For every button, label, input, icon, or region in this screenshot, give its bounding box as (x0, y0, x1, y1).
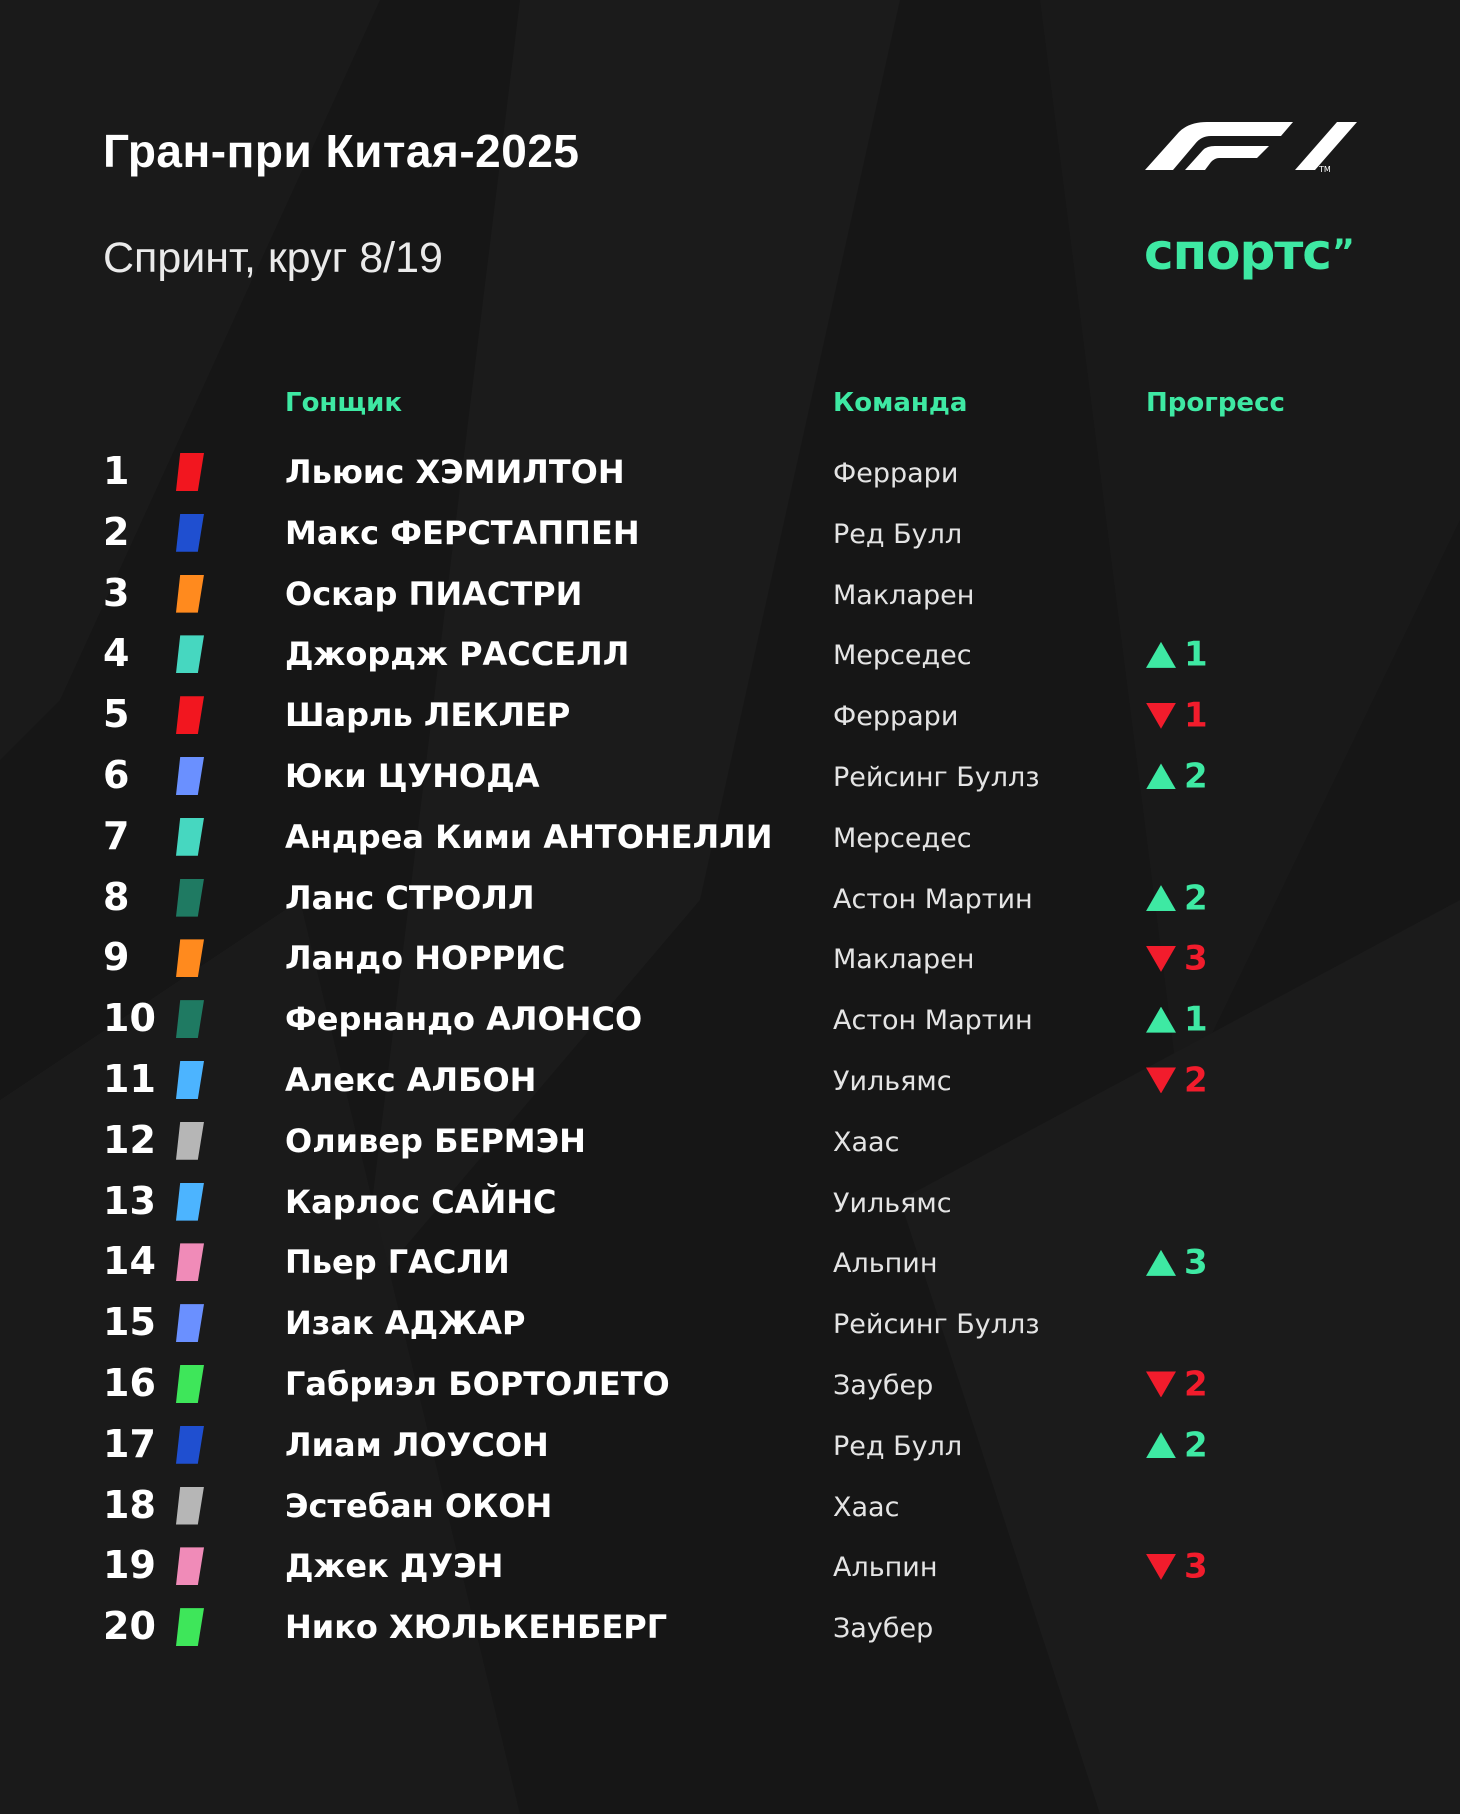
table-row (0, 441, 1460, 502)
progress-arrow-icon (1146, 1007, 1176, 1033)
progress-indicator (1146, 1059, 1208, 1099)
team-color-swatch (176, 1487, 204, 1525)
table-row (0, 1292, 1460, 1353)
driver-name: Джордж РАССЕЛЛ (285, 635, 630, 674)
progress-value: 2 (1184, 1425, 1208, 1466)
position-number: 1 (103, 449, 130, 493)
progress-arrow-icon (1146, 1250, 1176, 1276)
position-number: 4 (103, 631, 130, 676)
position-number: 8 (103, 874, 130, 919)
position-number: 11 (103, 1056, 156, 1101)
table-row (0, 1353, 1460, 1414)
team-name: Мерседес (833, 640, 972, 672)
progress-value: 2 (1184, 1364, 1208, 1405)
team-color-swatch (176, 1061, 204, 1099)
table-row (0, 684, 1460, 745)
f1-logo-icon (1145, 114, 1359, 174)
page-subtitle: Спринт, круг 8/19 (103, 234, 443, 282)
table-row (0, 927, 1460, 988)
driver-name: Карлос САЙНС (285, 1182, 557, 1221)
progress-indicator (1146, 694, 1208, 734)
progress-indicator (1146, 1241, 1208, 1281)
position-number: 5 (103, 692, 130, 737)
team-name: Хаас (833, 1491, 900, 1523)
team-name: Мерседес (833, 822, 972, 854)
driver-name: Ландо НОРРИС (285, 939, 566, 978)
team-name: Альпин (833, 1248, 938, 1280)
driver-name: Шарль ЛЕКЛЕР (285, 696, 571, 735)
progress-indicator (1146, 877, 1208, 917)
team-color-swatch (176, 1122, 204, 1160)
team-color-swatch (176, 696, 204, 734)
progress-indicator (1146, 1545, 1208, 1585)
brand-mark-icon: ’’ (1332, 232, 1351, 272)
table-row (0, 867, 1460, 928)
team-name: Рейсинг Буллз (833, 761, 1040, 793)
team-name: Макларен (833, 579, 975, 611)
brand-wordmark: спортс (1144, 223, 1331, 281)
column-header-driver: Гонщик (285, 388, 402, 418)
team-name: Макларен (833, 944, 975, 976)
team-name: Астон Мартин (833, 1005, 1033, 1037)
progress-value: 1 (1184, 695, 1208, 736)
team-name: Уильямс (833, 1065, 952, 1097)
team-name: Заубер (833, 1369, 934, 1401)
position-number: 9 (103, 935, 130, 980)
column-header-progress: Прогресс (1146, 388, 1285, 418)
team-color-swatch (176, 1365, 204, 1403)
driver-name: Изак АДЖАР (285, 1304, 526, 1343)
page-title: Гран-при Китая-2025 (103, 125, 580, 177)
team-name: Астон Мартин (833, 883, 1033, 915)
team-color-swatch (176, 453, 204, 491)
position-number: 3 (103, 570, 130, 615)
driver-name: Эстебан ОКОН (285, 1486, 553, 1525)
driver-name: Льюис ХЭМИЛТОН (285, 453, 625, 491)
table-row (0, 563, 1460, 624)
table-row (0, 623, 1460, 684)
driver-name: Габриэл БОРТОЛЕТО (285, 1364, 670, 1403)
team-name: Уильямс (833, 1187, 952, 1219)
team-name: Феррари (833, 701, 959, 733)
team-name: Рейсинг Буллз (833, 1309, 1040, 1341)
driver-name: Оливер БЕРМЭН (285, 1121, 586, 1160)
progress-value: 1 (1184, 634, 1208, 675)
progress-arrow-icon (1146, 703, 1176, 729)
sports-ru-logo (1144, 222, 1351, 282)
table-row (0, 745, 1460, 806)
table-row (0, 1049, 1460, 1110)
progress-arrow-icon (1146, 763, 1176, 789)
driver-name: Макс ФЕРСТАППЕН (285, 513, 640, 552)
driver-name: Ланс СТРОЛЛ (285, 878, 535, 917)
team-name: Ред Булл (833, 518, 963, 550)
position-number: 12 (103, 1117, 156, 1162)
position-number: 7 (103, 813, 130, 858)
table-row (0, 502, 1460, 563)
table-row (0, 1535, 1460, 1596)
progress-value: 3 (1184, 938, 1208, 979)
progress-arrow-icon (1146, 642, 1176, 668)
results-table (0, 441, 1460, 1657)
table-row (0, 1414, 1460, 1475)
position-number: 13 (103, 1178, 156, 1223)
driver-name: Фернандо АЛОНСО (285, 1000, 643, 1039)
team-color-swatch (176, 757, 204, 795)
position-number: 18 (103, 1482, 156, 1527)
progress-value: 2 (1184, 878, 1208, 919)
position-number: 6 (103, 752, 130, 797)
progress-indicator (1146, 755, 1208, 795)
progress-arrow-icon (1146, 1067, 1176, 1093)
table-row (0, 1475, 1460, 1536)
team-color-swatch (176, 1547, 204, 1585)
position-number: 20 (103, 1604, 156, 1649)
team-color-swatch (176, 514, 204, 552)
driver-name: Оскар ПИАСТРИ (285, 574, 583, 613)
team-name: Альпин (833, 1552, 938, 1584)
team-name: Феррари (833, 458, 959, 489)
driver-name: Пьер ГАСЛИ (285, 1243, 510, 1282)
progress-indicator (1146, 998, 1208, 1038)
table-row (0, 1596, 1460, 1657)
progress-value: 3 (1184, 1546, 1208, 1587)
table-row (0, 1110, 1460, 1171)
team-color-swatch (176, 575, 204, 613)
svg-text:TM: TM (1319, 165, 1331, 174)
progress-value: 3 (1184, 1242, 1208, 1283)
position-number: 10 (103, 996, 156, 1041)
position-number: 15 (103, 1300, 156, 1345)
team-color-swatch (176, 818, 204, 856)
table-row (0, 1171, 1460, 1232)
driver-name: Алекс АЛБОН (285, 1060, 537, 1099)
table-row (0, 806, 1460, 867)
team-color-swatch (176, 1183, 204, 1221)
driver-name: Нико ХЮЛЬКЕНБЕРГ (285, 1608, 668, 1647)
driver-name: Джек ДУЭН (285, 1547, 504, 1586)
team-color-swatch (176, 939, 204, 977)
position-number: 17 (103, 1421, 156, 1466)
team-color-swatch (176, 1000, 204, 1038)
progress-arrow-icon (1146, 1371, 1176, 1397)
team-color-swatch (176, 879, 204, 917)
driver-name: Андреа Кими АНТОНЕЛЛИ (285, 817, 773, 856)
progress-value: 2 (1184, 756, 1208, 797)
team-name: Ред Булл (833, 1430, 963, 1462)
team-color-swatch (176, 1608, 204, 1646)
progress-value: 1 (1184, 999, 1208, 1040)
progress-value: 2 (1184, 1060, 1208, 1101)
table-row (0, 1231, 1460, 1292)
table-row (0, 988, 1460, 1049)
progress-indicator (1146, 633, 1208, 673)
team-name: Заубер (833, 1613, 934, 1645)
position-number: 14 (103, 1239, 156, 1284)
progress-arrow-icon (1146, 946, 1176, 972)
driver-name: Юки ЦУНОДА (285, 756, 540, 795)
position-number: 19 (103, 1543, 156, 1588)
team-color-swatch (176, 635, 204, 673)
column-header-team: Команда (833, 388, 968, 418)
team-color-swatch (176, 1243, 204, 1281)
progress-arrow-icon (1146, 1554, 1176, 1580)
progress-indicator (1146, 1424, 1208, 1464)
progress-indicator (1146, 937, 1208, 977)
progress-arrow-icon (1146, 885, 1176, 911)
position-number: 16 (103, 1360, 156, 1405)
position-number: 2 (103, 509, 130, 554)
team-color-swatch (176, 1426, 204, 1464)
team-color-swatch (176, 1304, 204, 1342)
team-name: Хаас (833, 1126, 900, 1158)
progress-indicator (1146, 1363, 1208, 1403)
progress-arrow-icon (1146, 1432, 1176, 1458)
driver-name: Лиам ЛОУСОН (285, 1425, 549, 1464)
